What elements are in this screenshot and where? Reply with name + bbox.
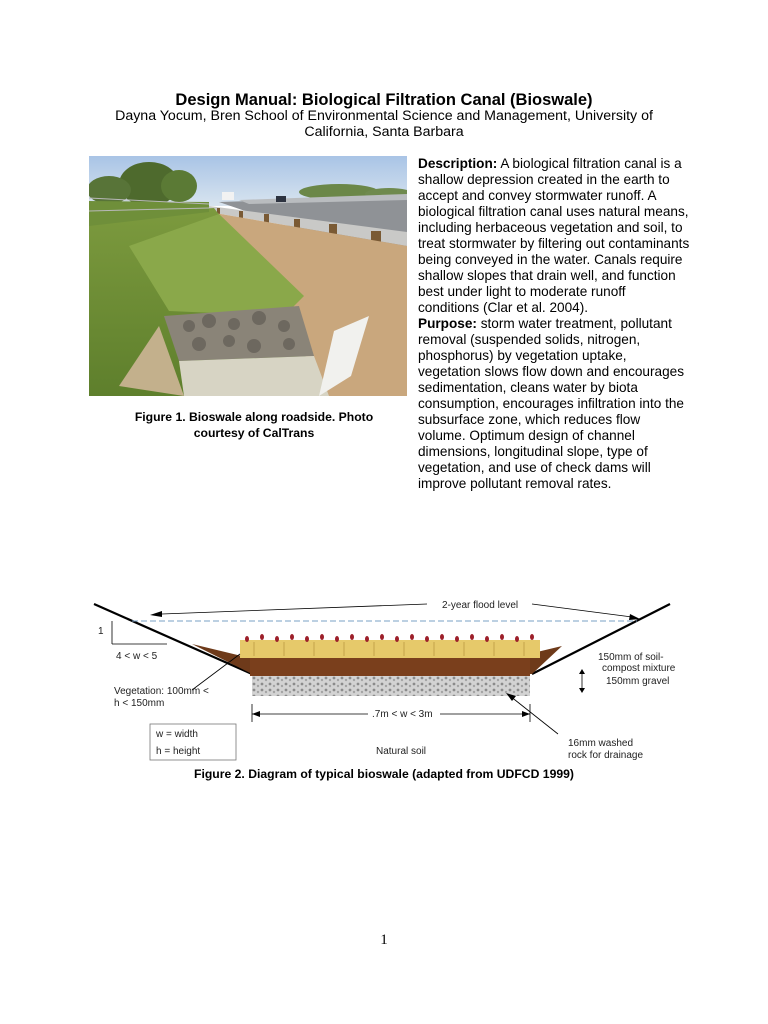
- soil-compost-label-2: compost mixture: [602, 663, 676, 674]
- bioswale-photo: [89, 156, 407, 396]
- page-number: 1: [380, 932, 388, 948]
- figure2-caption: Figure 2. Diagram of typical bioswale (adapted from UDFCD 1999): [194, 767, 574, 781]
- width-range-label: .7m < w < 3m: [372, 709, 433, 720]
- vegetation-label-2: h < 150mm: [114, 698, 165, 709]
- document-title: Design Manual: Biological Filtration Canal (Bioswale): [175, 91, 593, 109]
- purpose-label: Purpose:: [418, 316, 477, 331]
- gravel-layer: [252, 676, 530, 696]
- soil-compost-label-1: 150mm of soil-: [598, 652, 664, 663]
- purpose-text: storm water treatment, pollutant removal (suspended solids, nitrogen, phosphorus) by vegetation uptake, vegetation slows flow down and encourages sedimentation, cleans water by biota consumption, encourages infiltration into the subsurface zone, which reduces flow volume. Optimum design of channel dimensions, longitudinal slope, type of vegetation, and use of check dams will improve pollutant removal rates.: [418, 316, 685, 491]
- legend-width: w = width: [156, 729, 198, 740]
- natural-soil-label: Natural soil: [376, 746, 427, 757]
- slope-ratio-label: 4 < w < 5: [116, 651, 158, 662]
- washed-rock-label-1: 16mm washed: [568, 738, 634, 749]
- washed-rock-label-2: rock for drainage: [568, 750, 644, 761]
- description-block: [418, 156, 690, 492]
- vegetation-label-1: Vegetation: 100mm <: [114, 686, 209, 697]
- legend-height: h = height: [156, 746, 201, 757]
- figure1-caption: Figure 1. Bioswale along roadside. Photo courtesy of CalTrans: [134, 410, 374, 440]
- gravel-label: 150mm gravel: [606, 676, 670, 687]
- bioswale-diagram: [92, 592, 676, 768]
- description-text: A biological filtration canal is a shallow depression created in the earth to accept and convey stormwater runoff. A biological filtration canal uses natural means, including herbaceous vegetation and soil, to treat stormwater by filtering out contaminants being conveyed in the water. Canals require shallow slopes that drain well, and function best under light to moderate runoff conditions (Clar et al. 2004).: [418, 156, 690, 315]
- vegetation-row: [240, 634, 540, 658]
- left-slope-line: [94, 604, 252, 674]
- author-affiliation: Dayna Yocum, Bren School of Environmental Science and Management, University of California, Santa Barbara: [115, 108, 653, 140]
- slope-one-label: 1: [98, 626, 104, 637]
- flood-level-label: 2-year flood level: [442, 600, 519, 611]
- description-label: Description:: [418, 156, 498, 171]
